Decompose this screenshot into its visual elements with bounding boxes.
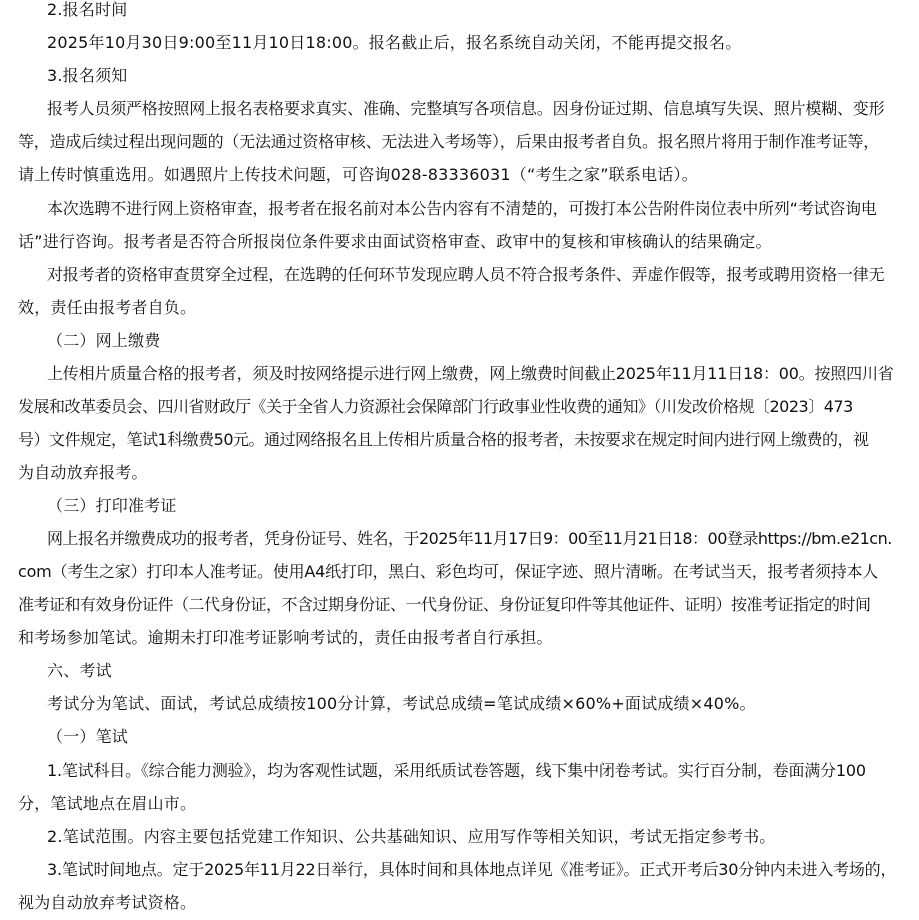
paragraph-line: 等，造成后续过程出现问题的（无法通过资格审核、无法进入考场等），后果由报考者自负。报名照片将用于制作准考证等， <box>18 132 880 151</box>
paragraph-line: 分，笔试地点在眉山市。 <box>18 794 197 813</box>
paragraph-line: 视为自动放弃考试资格。 <box>18 893 197 912</box>
section-heading-print-admission: （三）打印准考证 <box>47 496 177 515</box>
paragraph-line: 发展和改革委员会、四川省财政厅《关于全省人力资源社会保障部门行政事业性收费的通知》（川发改价格规〔2023〕473 <box>18 397 853 416</box>
paragraph-line: 2.笔试范围。内容主要包括党建工作知识、公共基础知识、应用写作等相关知识，考试无指定参考书。 <box>47 827 776 846</box>
paragraph-line: 为自动放弃报考。 <box>18 463 148 482</box>
paragraph-line: 报考人员须严格按照网上报名表格要求真实、准确、完整填写各项信息。因身份证过期、信息填写失误、照片模糊、变形 <box>47 99 885 118</box>
paragraph-line: 考试分为笔试、面试，考试总成绩按100分计算，考试总成绩=笔试成绩×60%+面试成绩×40%。 <box>47 694 756 713</box>
paragraph-line: 话”进行咨询。报考者是否符合所报岗位条件要求由面试资格审查、政审中的复核和审核确认的结果确定。 <box>18 232 772 251</box>
section-heading-online-payment: （二）网上缴费 <box>47 331 161 350</box>
paragraph-line: 和考场参加笔试。逾期未打印准考证影响考试的，责任由报考者自行承担。 <box>18 628 553 647</box>
paragraph-line: 网上报名并缴费成功的报考者，凭身份证号、姓名，于2025年11月17日9：00至11月21日18：00登录https://bm.e21cn. <box>47 529 892 548</box>
section-heading-registration-notice: 3.报名须知 <box>47 66 128 85</box>
paragraph-line: 对报考者的资格审查贯穿全过程，在选聘的任何环节发现应聘人员不符合报考条件、弄虚作假等，报考或聘用资格一律无 <box>47 265 885 284</box>
paragraph-line: 准考证和有效身份证件（二代身份证，不含过期身份证、一代身份证、身份证复印件等其他证件、证明）按准考证指定的时间 <box>18 595 871 614</box>
section-heading-exam: 六、考试 <box>47 661 112 680</box>
paragraph-line: 3.笔试时间地点。定于2025年11月22日举行，具体时间和具体地点详见《准考证》。正式开考后30分钟内未进入考场的， <box>47 860 897 879</box>
section-heading-written-exam: （一）笔试 <box>47 727 129 746</box>
paragraph-line: 1.笔试科目。《综合能力测验》，均为客观性试题，采用纸质试卷答题，线下集中闭卷考试。实行百分制，卷面满分100 <box>47 761 866 780</box>
paragraph-line: 上传相片质量合格的报考者，须及时按网络提示进行网上缴费，网上缴费时间截止2025年11月11日18：00。按照四川省 <box>47 364 894 383</box>
paragraph-line: com（考生之家）打印本人准考证。使用A4纸打印，黑白、彩色均可，保证字迹、照片清晰。在考试当天，报考者须持本人 <box>18 562 879 581</box>
paragraph-line: 本次选聘不进行网上资格审查，报考者在报名前对本公告内容有不清楚的，可拨打本公告附件岗位表中所列“考试咨询电 <box>47 199 877 218</box>
paragraph-line: 请上传时慎重选用。如遇照片上传技术问题，可咨询028-83336031（“考生之家”联系电话）。 <box>18 165 698 184</box>
paragraph-line: 号）文件规定，笔试1科缴费50元。通过网络报名且上传相片质量合格的报考者，未按要求在规定时间内进行网上缴费的，视 <box>18 430 869 449</box>
section-heading-registration-time: 2.报名时间 <box>47 0 128 19</box>
paragraph-line: 2025年10月30日9:00至11月10日18:00。报名截止后，报名系统自动关闭，不能再提交报名。 <box>47 33 742 52</box>
paragraph-line: 效，责任由报考者自负。 <box>18 298 197 317</box>
